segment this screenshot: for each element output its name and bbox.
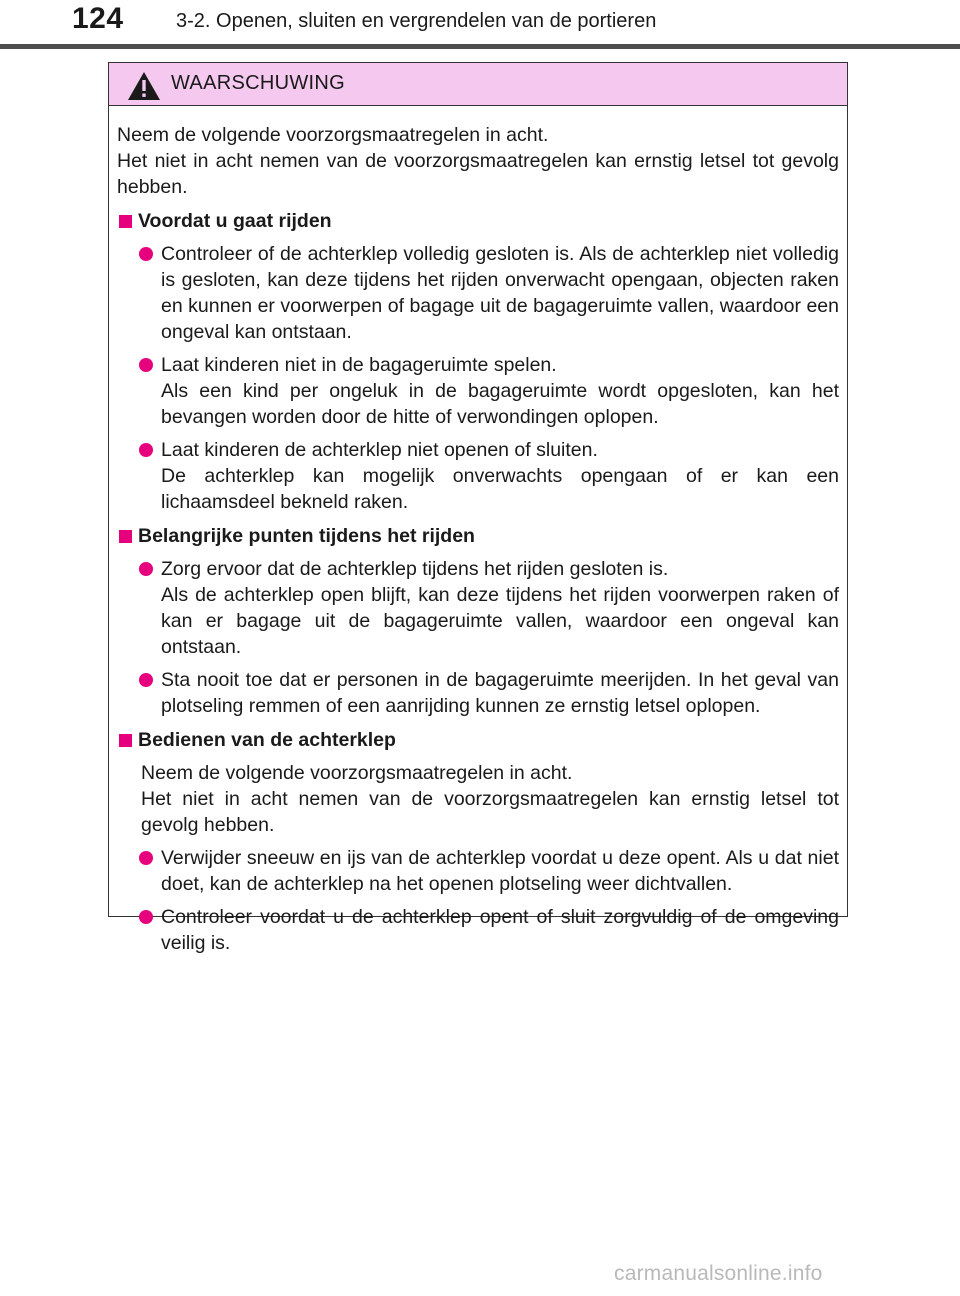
list-item-text: Als de achterklep open blijft, kan deze tijdens het rijden voorwerpen raken of kan er bagage uit de bagageruimte vallen, waardoor een ongeval kan ontstaan. xyxy=(161,584,839,658)
round-bullet-icon xyxy=(139,247,153,261)
round-bullet-icon xyxy=(139,851,153,865)
section-heading xyxy=(117,523,839,549)
section-intro xyxy=(117,760,839,838)
section-heading-text: Belangrijke punten tijdens het rijden xyxy=(138,525,475,547)
list-item xyxy=(117,352,839,430)
list-item-text: Verwijder sneeuw en ijs van de achterklep voordat u deze opent. Als u dat niet doet, kan de achterklep na het openen plotseling weer dichtvallen. xyxy=(161,847,839,895)
round-bullet-icon xyxy=(139,673,153,687)
header-divider xyxy=(0,44,960,49)
round-bullet-icon xyxy=(139,910,153,924)
intro-line: Het niet in acht nemen van de voorzorgsmaatregelen kan ernstig letsel tot gevolg hebben. xyxy=(117,150,839,198)
list-item-text: Controleer voordat u de achterklep opent of sluit zorgvuldig of de omgeving veilig is. xyxy=(161,906,839,954)
intro-line: Neem de volgende voorzorgsmaatregelen in acht. xyxy=(117,124,549,146)
section-intro-text: Neem de volgende voorzorgsmaatregelen in acht. xyxy=(141,762,573,784)
watermark: carmanualsonline.info xyxy=(614,1262,823,1285)
list-item xyxy=(117,241,839,345)
list-item-text: Sta nooit toe dat er personen in de bagageruimte meerijden. In het geval van plotseling remmen of een aanrijding kunnen ze ernstig letsel oplopen. xyxy=(161,669,839,717)
page-number: 124 xyxy=(72,2,124,35)
warning-box xyxy=(108,62,848,954)
round-bullet-icon xyxy=(139,358,153,372)
section-heading xyxy=(117,208,839,234)
square-bullet-icon xyxy=(119,215,132,228)
list-item xyxy=(117,904,839,956)
list-item xyxy=(117,845,839,897)
square-bullet-icon xyxy=(119,530,132,543)
section-title: 3-2. Openen, sluiten en vergrendelen van de portieren xyxy=(176,10,657,32)
list-item-text: Zorg ervoor dat de achterklep tijdens het rijden gesloten is. xyxy=(161,558,669,580)
list-item xyxy=(117,667,839,719)
round-bullet-icon xyxy=(139,443,153,457)
list-item xyxy=(117,556,839,660)
warning-triangle-icon xyxy=(127,71,161,101)
list-item-text: Laat kinderen de achterklep niet openen of sluiten. xyxy=(161,439,598,461)
section-intro-text: Het niet in acht nemen van de voorzorgsmaatregelen kan ernstig letsel tot gevolg hebben. xyxy=(141,788,839,836)
warning-body xyxy=(109,106,847,956)
list-item-text: Als een kind per ongeluk in de bagageruimte wordt opgesloten, kan het bevangen worden door de hitte of verwondingen oplopen. xyxy=(161,380,839,428)
round-bullet-icon xyxy=(139,562,153,576)
list-item xyxy=(117,437,839,515)
list-item-text: De achterklep kan mogelijk onverwachts opengaan of er kan een lichaamsdeel bekneld raken. xyxy=(161,465,839,513)
warning-title: WAARSCHUWING xyxy=(171,72,345,94)
page-header xyxy=(0,0,960,52)
section-heading-text: Bedienen van de achterklep xyxy=(138,729,396,751)
list-item-text: Laat kinderen niet in de bagageruimte spelen. xyxy=(161,354,557,376)
square-bullet-icon xyxy=(119,734,132,747)
list-item-text: Controleer of de achterklep volledig gesloten is. Als de achterklep niet volledig is gesloten, kan deze tijdens het rijden onverwacht opengaan, objecten raken en kunnen er voorwerpen of bagage uit de bagageruimte vallen, waardoor een ongeval kan ontstaan. xyxy=(161,243,839,343)
section-heading xyxy=(117,727,839,753)
warning-header xyxy=(109,63,847,106)
section-heading-text: Voordat u gaat rijden xyxy=(138,210,332,232)
